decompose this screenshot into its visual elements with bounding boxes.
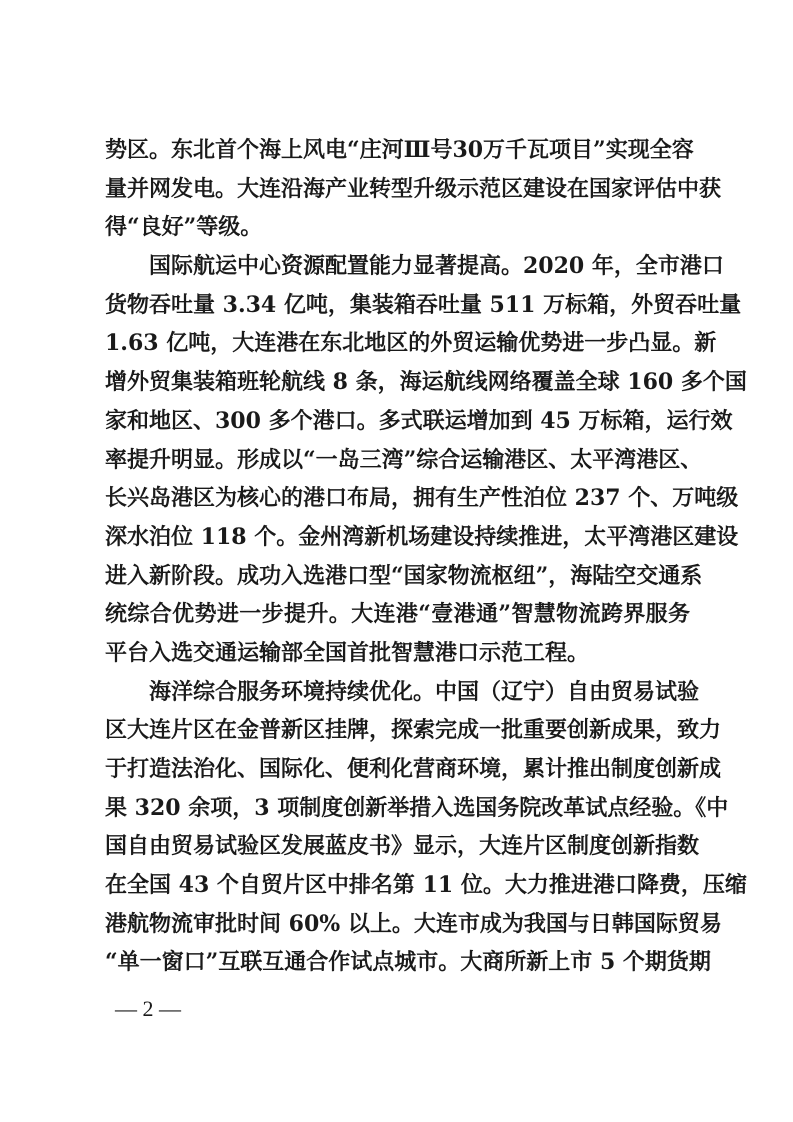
text-line: 国际航运中心资源配置能力显著提高。2020 年，全市港口 [149,253,724,280]
text-line: 深水泊位 118 个。金州湾新机场建设持续推进，太平湾港区建设 [105,523,739,550]
text-line: 长兴岛港区为核心的港口布局，拥有生产性泊位 237 个、万吨级 [105,485,739,512]
text-line: 增外贸集装箱班轮航线 8 条，海运航线网络覆盖全球 160 多个国 [105,369,747,396]
text-line: 统综合优势进一步提升。大连港“壹港通”智慧物流跨界服务 [105,601,690,628]
text-line: 在全国 43 个自贸片区中排名第 11 位。大力推进港口降费，压缩 [105,872,747,899]
text-line: 量并网发电。大连沿海产业转型升级示范区建设在国家评估中获 [105,175,722,202]
text-line: 家和地区、300 多个港口。多式联运增加到 45 万标箱，运行效 [105,407,733,434]
text-line: 势区。东北首个海上风电“庄河Ⅲ号30万千瓦项目”实现全容 [105,137,694,163]
text-line: 得“良好”等级。 [105,214,263,241]
text-line: 国自由贸易试验区发展蓝皮书》显示，大连片区制度创新指数 [105,833,700,860]
page-number: — 2 — [115,996,181,1021]
paragraph [105,247,747,673]
text-line: 率提升明显。形成以“一岛三湾”综合运输港区、太平湾港区、 [105,446,703,473]
paragraph [105,131,722,247]
text-line: 区大连片区在金普新区挂牌，探索完成一批重要创新成果，致力 [105,717,722,744]
text-line: 港航物流审批时间 60% 以上。大连市成为我国与日韩国际贸易 [105,910,722,937]
text-line: 1.63 亿吨，大连港在东北地区的外贸运输优势进一步凸显。新 [105,330,717,357]
text-line: 进入新阶段。成功入选港口型“国家物流枢纽”，海陆空交通系 [105,562,703,589]
text-line: 海洋综合服务环境持续优化。中国（辽宁）自由贸易试验 [149,678,700,705]
text-line: 货物吞吐量 3.34 亿吨，集装箱吞吐量 511 万标箱，外贸吞吐量 [105,291,742,318]
text-line: 平台入选交通运输部全国首批智慧港口示范工程。 [105,639,590,666]
body-text [105,131,747,982]
text-line: 果 320 余项，3 项制度创新举措入选国务院改革试点经验。《中 [105,794,729,821]
paragraph [105,673,747,983]
text-line: 于打造法治化、国际化、便利化营商环境，累计推出制度创新成 [105,756,722,782]
text-line: “单一窗口”互联互通合作试点城市。大商所新上市 5 个期货期 [105,949,711,976]
